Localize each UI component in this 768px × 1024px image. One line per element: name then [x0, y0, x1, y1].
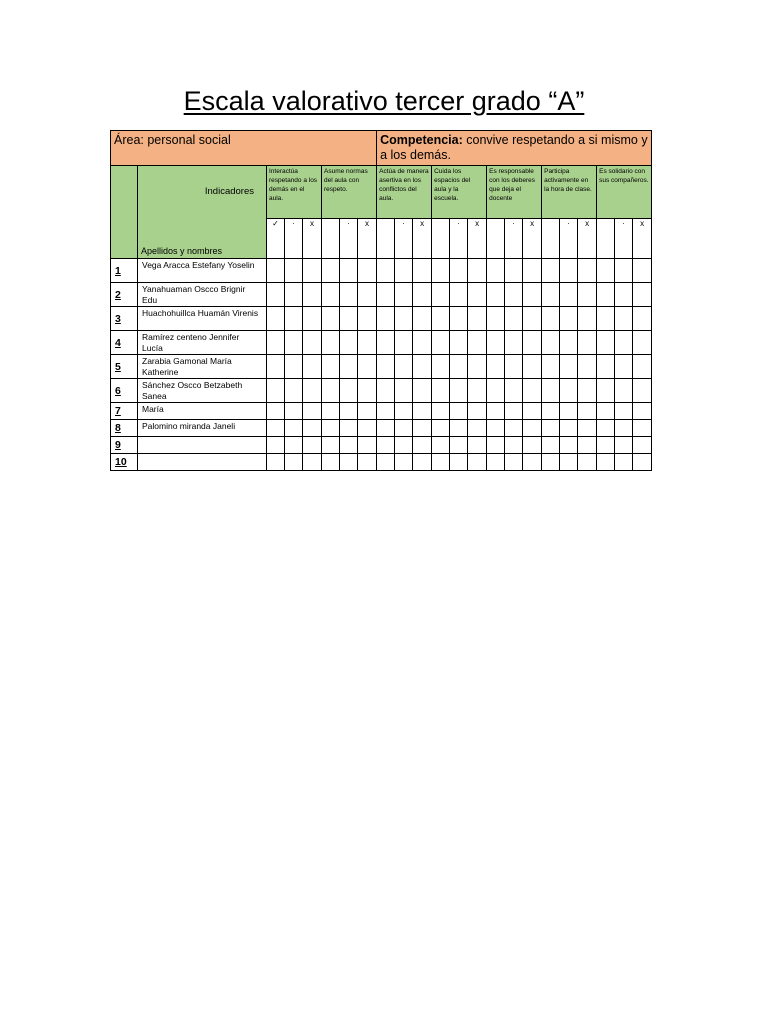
rating-cell[interactable] [505, 307, 523, 331]
rating-cell[interactable] [432, 331, 450, 355]
rating-cell[interactable] [468, 403, 487, 420]
rating-cell[interactable] [303, 331, 322, 355]
indicator-header: Es solidario con sus compañeros. [597, 166, 652, 219]
rating-cell[interactable] [432, 259, 450, 283]
competencia-text: convive respetando a si mismo y a los demás. [380, 133, 648, 162]
rating-cell[interactable] [340, 307, 358, 331]
rating-cell[interactable] [615, 437, 633, 454]
rating-cell[interactable] [633, 307, 652, 331]
rating-cell[interactable] [413, 437, 432, 454]
rating-cell[interactable] [578, 307, 597, 331]
rating-cell[interactable] [395, 454, 413, 471]
rating-cell[interactable] [542, 454, 560, 471]
rating-cell[interactable] [285, 420, 303, 437]
rating-cell[interactable] [267, 331, 285, 355]
student-number: 6 [111, 379, 138, 403]
rating-cell[interactable] [578, 283, 597, 307]
mark-symbol: x [468, 219, 487, 259]
rating-cell[interactable] [413, 420, 432, 437]
rating-cell[interactable] [377, 331, 395, 355]
rating-cell[interactable] [542, 283, 560, 307]
rating-cell[interactable] [340, 259, 358, 283]
student-row [111, 283, 652, 307]
student-number: 1 [111, 259, 138, 283]
rating-cell[interactable] [487, 437, 505, 454]
mark-symbol: · [285, 219, 303, 259]
rating-cell[interactable] [377, 259, 395, 283]
mark-symbol: ✓ [267, 219, 285, 259]
rating-cell[interactable] [340, 454, 358, 471]
mark-symbol: · [505, 219, 523, 259]
mark-symbol: · [395, 219, 413, 259]
rating-cell[interactable] [285, 379, 303, 403]
student-name: María [138, 403, 267, 420]
rating-cell[interactable] [303, 283, 322, 307]
rating-cell[interactable] [395, 437, 413, 454]
rating-cell[interactable] [578, 403, 597, 420]
rating-cell[interactable] [395, 403, 413, 420]
rating-cell[interactable] [468, 283, 487, 307]
rating-cell[interactable] [487, 259, 505, 283]
rating-cell[interactable] [340, 283, 358, 307]
mark-symbol: · [615, 219, 633, 259]
rating-cell[interactable] [523, 437, 542, 454]
indicadores-label: Indicadores [204, 186, 254, 197]
rating-cell[interactable] [358, 331, 377, 355]
rating-cell[interactable] [633, 420, 652, 437]
rating-cell[interactable] [633, 454, 652, 471]
rating-cell[interactable] [267, 454, 285, 471]
rating-cell[interactable] [285, 331, 303, 355]
rating-cell[interactable] [615, 259, 633, 283]
rating-cell[interactable] [578, 454, 597, 471]
rating-cell[interactable] [340, 355, 358, 379]
rating-cell[interactable] [487, 403, 505, 420]
rating-cell[interactable] [267, 437, 285, 454]
rating-cell[interactable] [358, 420, 377, 437]
rating-cell[interactable] [377, 403, 395, 420]
rating-cell[interactable] [303, 259, 322, 283]
rating-cell[interactable] [597, 355, 615, 379]
rating-cell[interactable] [487, 355, 505, 379]
rating-cell[interactable] [542, 331, 560, 355]
rating-cell[interactable] [597, 307, 615, 331]
rating-cell[interactable] [450, 283, 468, 307]
rating-cell[interactable] [468, 331, 487, 355]
rating-cell[interactable] [267, 420, 285, 437]
rating-cell[interactable] [542, 379, 560, 403]
mark-symbol: x [303, 219, 322, 259]
rating-cell[interactable] [523, 379, 542, 403]
rating-cell[interactable] [487, 283, 505, 307]
mark-symbol [487, 219, 505, 259]
rating-cell[interactable] [303, 307, 322, 331]
mark-symbol [377, 219, 395, 259]
rating-cell[interactable] [560, 355, 578, 379]
rating-cell[interactable] [285, 307, 303, 331]
rating-cell[interactable] [560, 379, 578, 403]
indicator-header: Es responsable con los deberes que deja el docente [487, 166, 542, 219]
rating-cell[interactable] [542, 437, 560, 454]
rating-cell[interactable] [377, 420, 395, 437]
apellidos-label: Apellidos y nombres [141, 246, 223, 256]
mark-symbol: x [578, 219, 597, 259]
rating-cell[interactable] [523, 403, 542, 420]
rating-cell[interactable] [340, 331, 358, 355]
rating-cell[interactable] [358, 283, 377, 307]
student-number: 4 [111, 331, 138, 355]
rating-cell[interactable] [597, 283, 615, 307]
rating-cell[interactable] [450, 437, 468, 454]
rating-cell[interactable] [432, 379, 450, 403]
rating-cell[interactable] [578, 420, 597, 437]
rating-cell[interactable] [615, 454, 633, 471]
rating-cell[interactable] [303, 355, 322, 379]
rating-cell[interactable] [487, 307, 505, 331]
rating-cell[interactable] [615, 403, 633, 420]
student-row [111, 355, 652, 379]
rating-cell[interactable] [413, 454, 432, 471]
rating-cell[interactable] [597, 259, 615, 283]
area-header: Área: personal social [111, 131, 377, 166]
rating-cell[interactable] [395, 283, 413, 307]
rating-cell[interactable] [542, 420, 560, 437]
rating-cell[interactable] [615, 379, 633, 403]
rating-cell[interactable] [377, 437, 395, 454]
mark-symbol [322, 219, 340, 259]
rating-cell[interactable] [285, 403, 303, 420]
rating-cell[interactable] [597, 331, 615, 355]
rating-cell[interactable] [377, 283, 395, 307]
rating-cell[interactable] [542, 259, 560, 283]
rating-cell[interactable] [450, 355, 468, 379]
rating-cell[interactable] [487, 454, 505, 471]
student-number: 10 [111, 454, 138, 471]
rating-cell[interactable] [285, 259, 303, 283]
rating-cell[interactable] [395, 379, 413, 403]
competencia-label: Competencia: [380, 133, 463, 147]
rating-cell[interactable] [358, 307, 377, 331]
evaluation-table [110, 130, 652, 471]
rating-cell[interactable] [432, 283, 450, 307]
student-number: 7 [111, 403, 138, 420]
indicadores-header [138, 166, 267, 259]
rating-cell[interactable] [358, 259, 377, 283]
rating-cell[interactable] [413, 403, 432, 420]
rating-cell[interactable] [432, 307, 450, 331]
rating-cell[interactable] [578, 259, 597, 283]
rating-cell[interactable] [505, 454, 523, 471]
mark-symbol: · [340, 219, 358, 259]
student-name [138, 454, 267, 471]
rating-cell[interactable] [450, 259, 468, 283]
rating-cell[interactable] [597, 379, 615, 403]
rating-cell[interactable] [523, 331, 542, 355]
rating-cell[interactable] [633, 403, 652, 420]
rating-cell[interactable] [633, 259, 652, 283]
rating-cell[interactable] [377, 454, 395, 471]
rating-cell[interactable] [285, 355, 303, 379]
rating-cell[interactable] [523, 259, 542, 283]
rating-cell[interactable] [285, 283, 303, 307]
indicator-header: Participa activamente en la hora de clase. [542, 166, 597, 219]
rating-cell[interactable] [578, 331, 597, 355]
rating-cell[interactable] [450, 454, 468, 471]
rating-cell[interactable] [487, 379, 505, 403]
rating-cell[interactable] [340, 437, 358, 454]
rating-cell[interactable] [450, 379, 468, 403]
mark-symbol [432, 219, 450, 259]
page-title: Escala valorativo tercer grado “A” [183, 86, 585, 116]
rating-cell[interactable] [267, 307, 285, 331]
rating-cell[interactable] [395, 307, 413, 331]
indicator-header: Asume normas del aula con respeto. [322, 166, 377, 219]
rating-cell[interactable] [468, 355, 487, 379]
rating-cell[interactable] [322, 307, 340, 331]
rating-cell[interactable] [468, 454, 487, 471]
rating-cell[interactable] [468, 379, 487, 403]
rating-cell[interactable] [267, 259, 285, 283]
rating-cell[interactable] [322, 454, 340, 471]
student-name: Zarabia Gamonal María Katherine [138, 355, 267, 379]
number-column-header [111, 166, 138, 259]
rating-cell[interactable] [523, 420, 542, 437]
rating-cell[interactable] [505, 437, 523, 454]
student-row [111, 331, 652, 355]
mark-symbol: x [413, 219, 432, 259]
student-number: 5 [111, 355, 138, 379]
mark-symbol: x [358, 219, 377, 259]
rating-cell[interactable] [322, 283, 340, 307]
rating-cell[interactable] [322, 259, 340, 283]
rating-cell[interactable] [322, 331, 340, 355]
rating-cell[interactable] [303, 454, 322, 471]
rating-cell[interactable] [285, 454, 303, 471]
rating-cell[interactable] [432, 437, 450, 454]
rating-cell[interactable] [523, 454, 542, 471]
rating-cell[interactable] [597, 454, 615, 471]
rating-cell[interactable] [340, 420, 358, 437]
rating-cell[interactable] [340, 403, 358, 420]
rating-cell[interactable] [468, 437, 487, 454]
rating-cell[interactable] [542, 307, 560, 331]
rating-cell[interactable] [377, 379, 395, 403]
rating-cell[interactable] [413, 331, 432, 355]
student-name: Yanahuaman Oscco Brignir Edu [138, 283, 267, 307]
rating-cell[interactable] [303, 420, 322, 437]
rating-cell[interactable] [413, 307, 432, 331]
competencia-header [377, 131, 652, 166]
indicator-header: Interactúa respetando a los demás en el aula. [267, 166, 322, 219]
rating-cell[interactable] [322, 420, 340, 437]
rating-cell[interactable] [615, 420, 633, 437]
rating-cell[interactable] [633, 331, 652, 355]
student-name: Vega Aracca Estefany Yoselin [138, 259, 267, 283]
rating-cell[interactable] [358, 355, 377, 379]
rating-cell[interactable] [358, 454, 377, 471]
rating-cell[interactable] [285, 437, 303, 454]
rating-cell[interactable] [560, 331, 578, 355]
rating-cell[interactable] [450, 420, 468, 437]
rating-cell[interactable] [505, 283, 523, 307]
student-row [111, 307, 652, 331]
student-name [138, 437, 267, 454]
rating-cell[interactable] [633, 379, 652, 403]
student-name: Palomino miranda Janeli [138, 420, 267, 437]
rating-cell[interactable] [523, 355, 542, 379]
rating-cell[interactable] [615, 331, 633, 355]
rating-cell[interactable] [505, 420, 523, 437]
rating-cell[interactable] [578, 355, 597, 379]
rating-cell[interactable] [505, 355, 523, 379]
rating-cell[interactable] [597, 403, 615, 420]
rating-cell[interactable] [432, 403, 450, 420]
rating-cell[interactable] [597, 437, 615, 454]
rating-cell[interactable] [395, 355, 413, 379]
rating-cell[interactable] [377, 355, 395, 379]
rating-cell[interactable] [450, 307, 468, 331]
student-name: Ramírez centeno Jennifer Lucía [138, 331, 267, 355]
rating-cell[interactable] [377, 307, 395, 331]
rating-cell[interactable] [303, 437, 322, 454]
rating-cell[interactable] [395, 420, 413, 437]
rating-cell[interactable] [560, 437, 578, 454]
student-number: 3 [111, 307, 138, 331]
rating-cell[interactable] [615, 307, 633, 331]
mark-symbol: x [523, 219, 542, 259]
mark-symbol: · [450, 219, 468, 259]
rating-cell[interactable] [468, 259, 487, 283]
rating-cell[interactable] [340, 379, 358, 403]
rating-cell[interactable] [560, 403, 578, 420]
rating-cell[interactable] [487, 420, 505, 437]
rating-cell[interactable] [303, 379, 322, 403]
rating-cell[interactable] [505, 259, 523, 283]
indicator-header: Actúa de manera asertiva en los conflictos del aula. [377, 166, 432, 219]
rating-cell[interactable] [358, 403, 377, 420]
rating-cell[interactable] [267, 283, 285, 307]
rating-cell[interactable] [413, 355, 432, 379]
student-number: 2 [111, 283, 138, 307]
rating-cell[interactable] [523, 283, 542, 307]
rating-cell[interactable] [615, 283, 633, 307]
rating-cell[interactable] [413, 259, 432, 283]
rating-cell[interactable] [432, 355, 450, 379]
rating-cell[interactable] [633, 355, 652, 379]
student-name: Sánchez Oscco Betzabeth Sanea [138, 379, 267, 403]
rating-cell[interactable] [578, 379, 597, 403]
rating-cell[interactable] [560, 307, 578, 331]
rating-cell[interactable] [267, 355, 285, 379]
rating-cell[interactable] [358, 437, 377, 454]
rating-cell[interactable] [432, 454, 450, 471]
student-row [111, 420, 652, 437]
rating-cell[interactable] [615, 355, 633, 379]
rating-cell[interactable] [523, 307, 542, 331]
rating-cell[interactable] [505, 379, 523, 403]
rating-cell[interactable] [303, 403, 322, 420]
mark-symbol [597, 219, 615, 259]
rating-cell[interactable] [413, 283, 432, 307]
rating-cell[interactable] [413, 379, 432, 403]
mark-symbol: x [633, 219, 652, 259]
rating-cell[interactable] [322, 437, 340, 454]
indicator-header: Cuida los espacios del aula y la escuela. [432, 166, 487, 219]
student-name: Huachohuillca Huamán Virenis [138, 307, 267, 331]
rating-cell[interactable] [450, 403, 468, 420]
rating-cell[interactable] [633, 283, 652, 307]
rating-cell[interactable] [597, 420, 615, 437]
mark-symbol [542, 219, 560, 259]
rating-cell[interactable] [633, 437, 652, 454]
rating-cell[interactable] [505, 403, 523, 420]
rating-cell[interactable] [432, 420, 450, 437]
rating-cell[interactable] [358, 379, 377, 403]
rating-cell[interactable] [505, 331, 523, 355]
rating-cell[interactable] [468, 307, 487, 331]
rating-cell[interactable] [322, 403, 340, 420]
student-row [111, 259, 652, 283]
rating-cell[interactable] [267, 379, 285, 403]
rating-cell[interactable] [267, 403, 285, 420]
rating-cell[interactable] [560, 454, 578, 471]
rating-cell[interactable] [468, 420, 487, 437]
rating-cell[interactable] [578, 437, 597, 454]
rating-cell[interactable] [560, 420, 578, 437]
student-row [111, 437, 652, 454]
rating-cell[interactable] [450, 331, 468, 355]
rating-cell[interactable] [560, 259, 578, 283]
rating-cell[interactable] [322, 355, 340, 379]
rating-cell[interactable] [542, 403, 560, 420]
mark-symbol: · [560, 219, 578, 259]
rating-cell[interactable] [542, 355, 560, 379]
student-row [111, 379, 652, 403]
rating-cell[interactable] [322, 379, 340, 403]
student-row [111, 454, 652, 471]
student-number: 8 [111, 420, 138, 437]
student-number: 9 [111, 437, 138, 454]
rating-cell[interactable] [395, 331, 413, 355]
rating-cell[interactable] [560, 283, 578, 307]
rating-cell[interactable] [395, 259, 413, 283]
student-row [111, 403, 652, 420]
rating-cell[interactable] [487, 331, 505, 355]
